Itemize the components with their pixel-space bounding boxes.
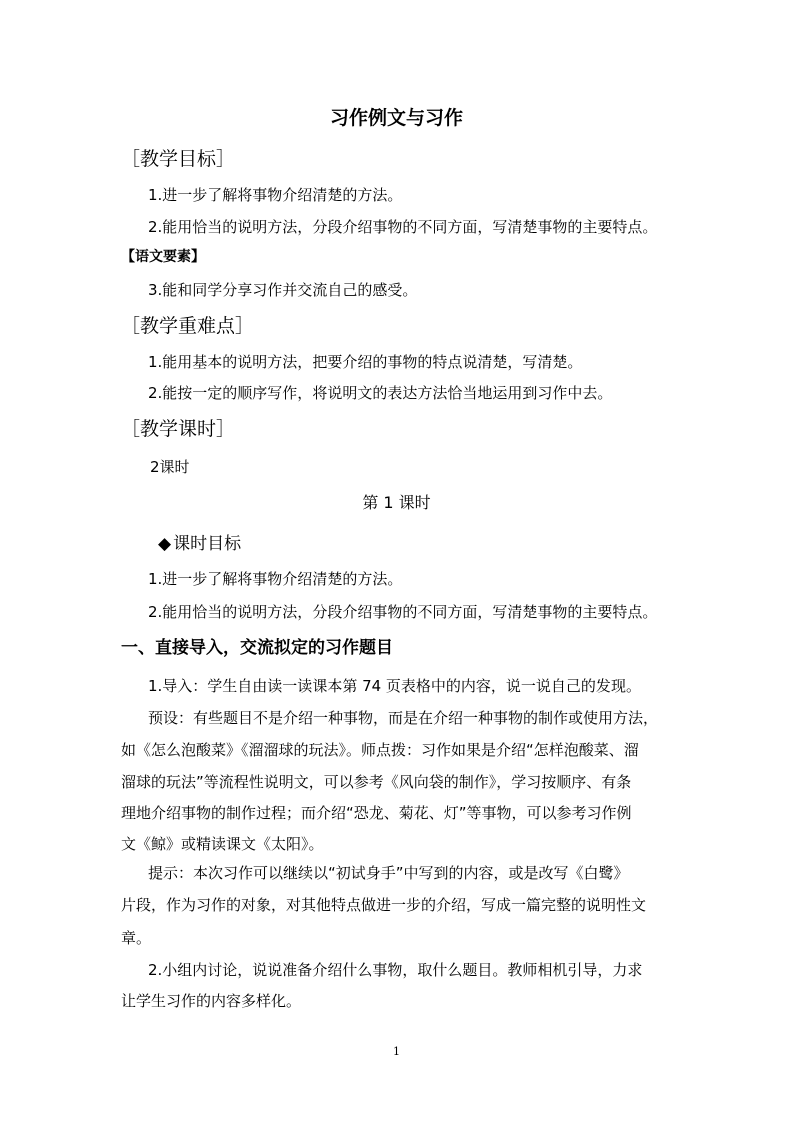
paragraph-line: 如《怎么泡酸菜》《溜溜球的玩法》。师点拨：习作如果是介绍“怎样泡酸菜、溜 bbox=[121, 741, 639, 759]
paragraph-line: 预设：有些题目不是介绍一种事物，而是在介绍一种事物的制作或使用方法， bbox=[148, 709, 659, 727]
paragraph-line: 文《鲸》或精读课文《太阳》。 bbox=[121, 835, 324, 853]
periods-value: 2课时 bbox=[150, 458, 190, 476]
paragraph-line: 章。 bbox=[121, 929, 152, 947]
page-number: 1 bbox=[393, 1045, 400, 1058]
section-heading-periods: ［教学课时］ bbox=[121, 418, 236, 440]
paragraph-line: 提示：本次习作可以继续以“初试身手”中写到的内容，或是改写《白鹭》 bbox=[148, 864, 629, 882]
lesson-goals-heading bbox=[158, 533, 241, 555]
section-heading-key-points: ［教学重难点］ bbox=[121, 315, 255, 337]
lesson-title: 第 1 课时 bbox=[362, 493, 431, 512]
objective-item: 2.能用恰当的说明方法，分段介绍事物的不同方面，写清楚事物的主要特点。 bbox=[148, 218, 658, 236]
diamond-bullet-icon: ◆ bbox=[158, 534, 172, 554]
part-heading: 一、直接导入，交流拟定的习作题目 bbox=[121, 638, 393, 658]
paragraph-line: 理地介绍事物的制作过程；而介绍“恐龙、菊花、灯”等事物，可以参考习作例 bbox=[121, 804, 632, 822]
key-point-item: 1.能用基本的说明方法，把要介绍的事物的特点说清楚，写清楚。 bbox=[148, 353, 583, 371]
lesson-goal-item: 2.能用恰当的说明方法，分段介绍事物的不同方面，写清楚事物的主要特点。 bbox=[148, 603, 658, 621]
objective-item: 1.进一步了解将事物介绍清楚的方法。 bbox=[148, 186, 403, 204]
section-heading-objectives: ［教学目标］ bbox=[121, 148, 236, 170]
paragraph-line: 1.导入：学生自由读一读课本第 74 页表格中的内容，说一说自己的发现。 bbox=[148, 677, 641, 695]
document-title: 习作例文与习作 bbox=[329, 107, 463, 129]
paragraph-line: 2.小组内讨论，说说准备介绍什么事物，取什么题目。教师相机引导，力求 bbox=[148, 961, 643, 979]
language-element-tag: 【语文要素】 bbox=[121, 249, 205, 265]
lesson-goals-heading-label: 课时目标 bbox=[173, 534, 242, 554]
paragraph-line: 片段，作为习作的对象，对其他特点做进一步的介绍，写成一篇完整的说明性文 bbox=[121, 896, 647, 914]
key-point-item: 2.能按一定的顺序写作，将说明文的表达方法恰当地运用到习作中去。 bbox=[148, 384, 613, 402]
paragraph-line: 让学生习作的内容多样化。 bbox=[121, 992, 302, 1010]
paragraph-line: 溜球的玩法”等流程性说明文，可以参考《风向袋的制作》，学习按顺序、有条 bbox=[121, 773, 632, 791]
lesson-goal-item: 1.进一步了解将事物介绍清楚的方法。 bbox=[148, 570, 403, 588]
objective-item: 3.能和同学分享习作并交流自己的感受。 bbox=[148, 281, 418, 299]
